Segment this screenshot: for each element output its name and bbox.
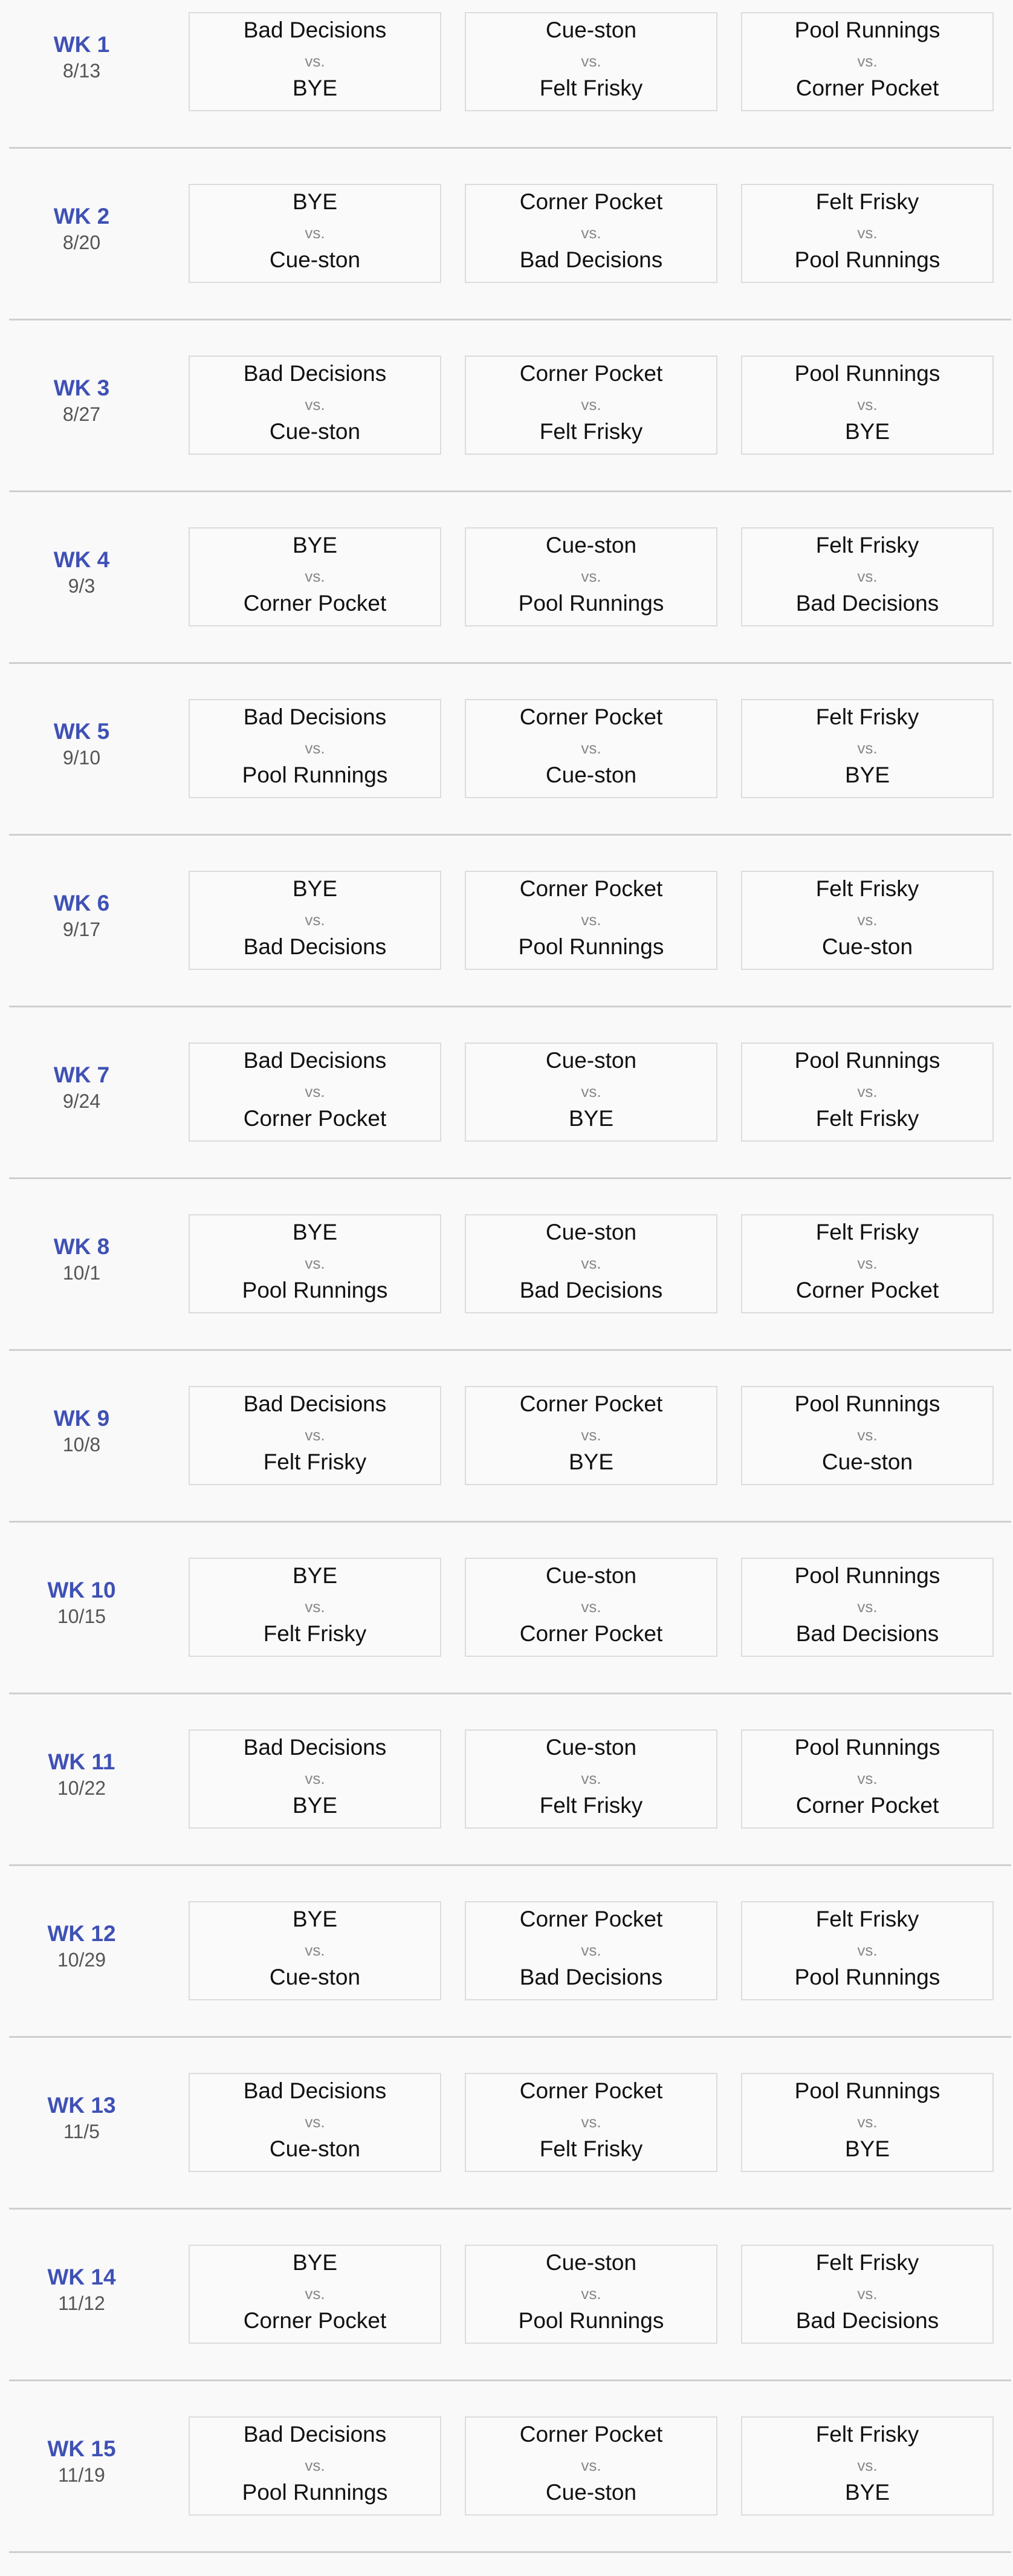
home-team-name: Cue-ston — [545, 2250, 637, 2275]
home-team-name: Felt Frisky — [815, 2422, 919, 2447]
week-info — [9, 203, 154, 255]
away-team-name: Cue-ston — [269, 247, 361, 272]
row-divider — [9, 490, 1011, 492]
week-info — [9, 547, 154, 599]
away-team-name: Corner Pocket — [243, 591, 387, 616]
home-team-name: Bad Decisions — [243, 361, 387, 386]
versus-label: vs. — [305, 567, 325, 585]
away-team-name: BYE — [844, 2136, 890, 2161]
week-label: WK 12 — [47, 1921, 116, 1946]
home-team-name: Bad Decisions — [243, 1391, 387, 1416]
week-info — [9, 1062, 154, 1114]
away-team-name: Cue-ston — [269, 2136, 361, 2161]
versus-label: vs. — [581, 1254, 601, 1272]
matchup-card[interactable] — [741, 2416, 994, 2516]
week-date: 9/24 — [62, 1090, 101, 1112]
away-team-name: Pool Runnings — [518, 934, 664, 959]
home-team-name: Corner Pocket — [519, 1907, 663, 1931]
home-team-name: BYE — [292, 2250, 338, 2275]
week-label: WK 15 — [47, 2436, 116, 2461]
home-team-name: Cue-ston — [545, 18, 637, 42]
matchup-card[interactable] — [465, 527, 717, 626]
away-team-name: Cue-ston — [269, 419, 361, 444]
week-label: WK 8 — [53, 1234, 110, 1259]
versus-label: vs. — [857, 739, 878, 757]
versus-label: vs. — [581, 1769, 601, 1787]
versus-label: vs. — [581, 2456, 601, 2474]
matchup-card[interactable] — [189, 1729, 441, 1829]
away-team-name: Bad Decisions — [795, 591, 939, 616]
away-team-name: Felt Frisky — [815, 1106, 919, 1131]
matchup-card[interactable] — [189, 871, 441, 970]
week-row — [0, 1374, 1013, 1546]
week-label: WK 5 — [53, 719, 110, 744]
matchup-card[interactable] — [189, 699, 441, 798]
versus-label: vs. — [305, 739, 325, 757]
home-team-name: Corner Pocket — [519, 704, 663, 729]
home-team-name: Bad Decisions — [243, 2422, 387, 2447]
matchup-card[interactable] — [465, 2416, 717, 2516]
week-info — [9, 1405, 154, 1457]
week-info — [9, 890, 154, 942]
home-team-name: Corner Pocket — [519, 2422, 663, 2447]
home-team-name: Felt Frisky — [815, 1220, 919, 1244]
home-team-name: Cue-ston — [545, 1735, 637, 1760]
matchup-card[interactable] — [465, 1042, 717, 1142]
home-team-name: Felt Frisky — [815, 533, 919, 558]
matchup-card[interactable] — [741, 356, 994, 455]
matchup-card[interactable] — [189, 356, 441, 455]
matchup-card[interactable] — [189, 2245, 441, 2344]
versus-label: vs. — [857, 1426, 878, 1444]
home-team-name: Bad Decisions — [243, 704, 387, 729]
week-row — [0, 2404, 1013, 2576]
week-date: 9/3 — [68, 575, 95, 597]
home-team-name: Pool Runnings — [794, 1735, 940, 1760]
matchup-card[interactable] — [741, 1042, 994, 1142]
away-team-name: Corner Pocket — [243, 1106, 387, 1131]
week-date: 11/5 — [63, 2121, 100, 2142]
versus-label: vs. — [581, 1082, 601, 1101]
away-team-name: Bad Decisions — [519, 247, 663, 272]
away-team-name: Pool Runnings — [518, 591, 664, 616]
week-date: 10/22 — [57, 1777, 106, 1799]
away-team-name: BYE — [844, 763, 890, 787]
home-team-name: Corner Pocket — [519, 2078, 663, 2103]
home-team-name: Felt Frisky — [815, 2250, 919, 2275]
week-row — [0, 1030, 1013, 1202]
away-team-name: Felt Frisky — [539, 419, 643, 444]
away-team-name: Pool Runnings — [518, 2308, 664, 2333]
week-date: 11/19 — [58, 2464, 105, 2486]
away-team-name: Corner Pocket — [795, 76, 939, 100]
week-label: WK 9 — [53, 1406, 110, 1431]
week-label: WK 2 — [53, 204, 110, 229]
matchup-card[interactable] — [741, 527, 994, 626]
matchup-card[interactable] — [741, 184, 994, 283]
row-divider — [9, 662, 1011, 664]
week-info — [9, 1921, 154, 1973]
matchup-card[interactable] — [189, 2416, 441, 2516]
home-team-name: Felt Frisky — [815, 189, 919, 214]
away-team-name: Bad Decisions — [795, 1621, 939, 1646]
week-row — [0, 172, 1013, 343]
matchup-card[interactable] — [189, 1386, 441, 1485]
away-team-name: BYE — [292, 1793, 338, 1818]
away-team-name: Cue-ston — [545, 2480, 637, 2505]
week-date: 10/29 — [57, 1949, 106, 1971]
matchup-card[interactable] — [189, 1042, 441, 1142]
matchup-card[interactable] — [465, 1386, 717, 1485]
away-team-name: Felt Frisky — [539, 76, 643, 100]
matchup-card[interactable] — [465, 12, 717, 111]
versus-label: vs. — [305, 395, 325, 414]
away-team-name: Corner Pocket — [795, 1793, 939, 1818]
row-divider — [9, 1693, 1011, 1694]
away-team-name: BYE — [292, 76, 338, 100]
away-team-name: Bad Decisions — [519, 1965, 663, 1989]
home-team-name: Pool Runnings — [794, 18, 940, 42]
row-divider — [9, 1521, 1011, 1523]
matchup-card[interactable] — [741, 2073, 994, 2172]
matchup-card[interactable] — [741, 1558, 994, 1657]
versus-label: vs. — [305, 1254, 325, 1272]
versus-label: vs. — [857, 567, 878, 585]
week-label: WK 14 — [47, 2265, 116, 2289]
away-team-name: Cue-ston — [821, 1449, 913, 1474]
versus-label: vs. — [305, 2113, 325, 2131]
matchup-card[interactable] — [741, 871, 994, 970]
versus-label: vs. — [857, 52, 878, 70]
away-team-name: Felt Frisky — [263, 1449, 367, 1474]
matchup-card[interactable] — [189, 527, 441, 626]
versus-label: vs. — [305, 1769, 325, 1787]
away-team-name: Corner Pocket — [519, 1621, 663, 1646]
home-team-name: BYE — [292, 189, 338, 214]
versus-label: vs. — [305, 1598, 325, 1616]
home-team-name: Pool Runnings — [794, 1563, 940, 1588]
away-team-name: BYE — [568, 1449, 614, 1474]
matchup-card[interactable] — [465, 871, 717, 970]
versus-label: vs. — [857, 395, 878, 414]
home-team-name: Cue-ston — [545, 1048, 637, 1073]
matchup-card[interactable] — [465, 1214, 717, 1313]
home-team-name: Bad Decisions — [243, 1048, 387, 1073]
matchup-card[interactable] — [465, 699, 717, 798]
versus-label: vs. — [857, 224, 878, 242]
home-team-name: BYE — [292, 1907, 338, 1931]
week-row — [0, 1202, 1013, 1374]
versus-label: vs. — [857, 2113, 878, 2131]
week-row — [0, 343, 1013, 515]
home-team-name: BYE — [292, 1220, 338, 1244]
away-team-name: Pool Runnings — [794, 1965, 940, 1989]
versus-label: vs. — [581, 2113, 601, 2131]
matchup-card[interactable] — [465, 2245, 717, 2344]
row-divider — [9, 1006, 1011, 1007]
home-team-name: Corner Pocket — [519, 1391, 663, 1416]
week-date: 8/20 — [62, 232, 101, 253]
home-team-name: Corner Pocket — [519, 876, 663, 901]
matchup-card[interactable] — [465, 1558, 717, 1657]
week-row — [0, 0, 1013, 172]
away-team-name: Pool Runnings — [242, 1278, 388, 1303]
away-team-name: Corner Pocket — [243, 2308, 387, 2333]
versus-label: vs. — [857, 2285, 878, 2303]
away-team-name: Pool Runnings — [794, 247, 940, 272]
versus-label: vs. — [581, 395, 601, 414]
home-team-name: Felt Frisky — [815, 704, 919, 729]
home-team-name: Pool Runnings — [794, 1048, 940, 1073]
home-team-name: Cue-ston — [545, 533, 637, 558]
week-date: 10/1 — [62, 1262, 101, 1284]
week-date: 9/10 — [62, 747, 101, 769]
versus-label: vs. — [581, 1426, 601, 1444]
home-team-name: Pool Runnings — [794, 361, 940, 386]
home-team-name: Bad Decisions — [243, 18, 387, 42]
week-label: WK 1 — [53, 32, 110, 57]
home-team-name: BYE — [292, 533, 338, 558]
week-date: 8/13 — [62, 60, 101, 82]
away-team-name: Bad Decisions — [795, 2308, 939, 2333]
week-info — [9, 718, 154, 770]
versus-label: vs. — [305, 2456, 325, 2474]
matchup-card[interactable] — [741, 1901, 994, 2000]
week-label: WK 6 — [53, 891, 110, 916]
matchup-card[interactable] — [189, 1214, 441, 1313]
away-team-name: Corner Pocket — [795, 1278, 939, 1303]
week-info — [9, 375, 154, 427]
matchup-card[interactable] — [465, 184, 717, 283]
home-team-name: BYE — [292, 1563, 338, 1588]
versus-label: vs. — [581, 567, 601, 585]
versus-label: vs. — [581, 52, 601, 70]
matchup-card[interactable] — [189, 1558, 441, 1657]
week-date: 11/12 — [58, 2292, 105, 2314]
versus-label: vs. — [857, 1941, 878, 1959]
week-row — [0, 1889, 1013, 2061]
matchup-card[interactable] — [465, 2073, 717, 2172]
row-divider — [9, 2036, 1011, 2038]
home-team-name: Felt Frisky — [815, 876, 919, 901]
home-team-name: BYE — [292, 876, 338, 901]
row-divider — [9, 2551, 1011, 2553]
matchup-card[interactable] — [189, 2073, 441, 2172]
versus-label: vs. — [857, 1254, 878, 1272]
home-team-name: Bad Decisions — [243, 2078, 387, 2103]
week-date: 10/15 — [57, 1605, 106, 1627]
away-team-name: Cue-ston — [821, 934, 913, 959]
matchup-card[interactable] — [189, 184, 441, 283]
versus-label: vs. — [857, 2456, 878, 2474]
row-divider — [9, 147, 1011, 149]
week-row — [0, 1546, 1013, 1717]
versus-label: vs. — [581, 1598, 601, 1616]
away-team-name: Cue-ston — [545, 763, 637, 787]
matchup-card[interactable] — [189, 12, 441, 111]
week-row — [0, 2061, 1013, 2233]
versus-label: vs. — [857, 1598, 878, 1616]
matchup-card[interactable] — [741, 2245, 994, 2344]
week-label: WK 7 — [53, 1062, 110, 1087]
versus-label: vs. — [305, 52, 325, 70]
week-info — [9, 31, 154, 83]
versus-label: vs. — [581, 739, 601, 757]
away-team-name: BYE — [844, 2480, 890, 2505]
week-row — [0, 515, 1013, 687]
week-date: 9/17 — [62, 919, 101, 940]
row-divider — [9, 834, 1011, 836]
week-row — [0, 1717, 1013, 1889]
away-team-name: BYE — [844, 419, 890, 444]
week-row — [0, 687, 1013, 859]
versus-label: vs. — [857, 1769, 878, 1787]
matchup-card[interactable] — [741, 699, 994, 798]
home-team-name: Felt Frisky — [815, 1907, 919, 1931]
away-team-name: Felt Frisky — [263, 1621, 367, 1646]
versus-label: vs. — [581, 911, 601, 929]
week-info — [9, 1577, 154, 1629]
versus-label: vs. — [305, 911, 325, 929]
home-team-name: Bad Decisions — [243, 1735, 387, 1760]
away-team-name: Bad Decisions — [519, 1278, 663, 1303]
versus-label: vs. — [857, 911, 878, 929]
away-team-name: Felt Frisky — [539, 2136, 643, 2161]
week-label: WK 11 — [48, 1749, 115, 1774]
matchup-card[interactable] — [189, 1901, 441, 2000]
away-team-name: Pool Runnings — [242, 2480, 388, 2505]
versus-label: vs. — [305, 1941, 325, 1959]
week-label: WK 3 — [53, 376, 110, 400]
week-info — [9, 2436, 154, 2488]
home-team-name: Pool Runnings — [794, 1391, 940, 1416]
week-label: WK 10 — [47, 1578, 116, 1602]
home-team-name: Corner Pocket — [519, 189, 663, 214]
away-team-name: BYE — [568, 1106, 614, 1131]
week-info — [9, 1234, 154, 1286]
row-divider — [9, 1349, 1011, 1351]
home-team-name: Pool Runnings — [794, 2078, 940, 2103]
week-label: WK 4 — [53, 547, 110, 572]
versus-label: vs. — [857, 1082, 878, 1101]
row-divider — [9, 1177, 1011, 1179]
away-team-name: Felt Frisky — [539, 1793, 643, 1818]
versus-label: vs. — [305, 2285, 325, 2303]
week-info — [9, 2264, 154, 2316]
away-team-name: Cue-ston — [269, 1965, 361, 1989]
versus-label: vs. — [305, 224, 325, 242]
row-divider — [9, 319, 1011, 320]
matchup-card[interactable] — [465, 1901, 717, 2000]
matchup-card[interactable] — [741, 1214, 994, 1313]
versus-label: vs. — [581, 1941, 601, 1959]
week-row — [0, 859, 1013, 1030]
matchup-card[interactable] — [465, 1729, 717, 1829]
matchup-card[interactable] — [465, 356, 717, 455]
row-divider — [9, 1864, 1011, 1866]
week-date: 8/27 — [62, 403, 101, 425]
row-divider — [9, 2208, 1011, 2210]
matchup-card[interactable] — [741, 1386, 994, 1485]
versus-label: vs. — [305, 1082, 325, 1101]
week-row — [0, 2233, 1013, 2404]
versus-label: vs. — [581, 2285, 601, 2303]
away-team-name: Pool Runnings — [242, 763, 388, 787]
versus-label: vs. — [581, 224, 601, 242]
home-team-name: Corner Pocket — [519, 361, 663, 386]
matchup-card[interactable] — [741, 1729, 994, 1829]
versus-label: vs. — [305, 1426, 325, 1444]
matchup-card[interactable] — [741, 12, 994, 111]
week-label: WK 13 — [47, 2093, 116, 2118]
week-date: 10/8 — [62, 1434, 101, 1456]
week-info — [9, 2092, 154, 2144]
row-divider — [9, 2379, 1011, 2381]
home-team-name: Cue-ston — [545, 1563, 637, 1588]
home-team-name: Cue-ston — [545, 1220, 637, 1244]
away-team-name: Bad Decisions — [243, 934, 387, 959]
week-info — [9, 1749, 154, 1801]
